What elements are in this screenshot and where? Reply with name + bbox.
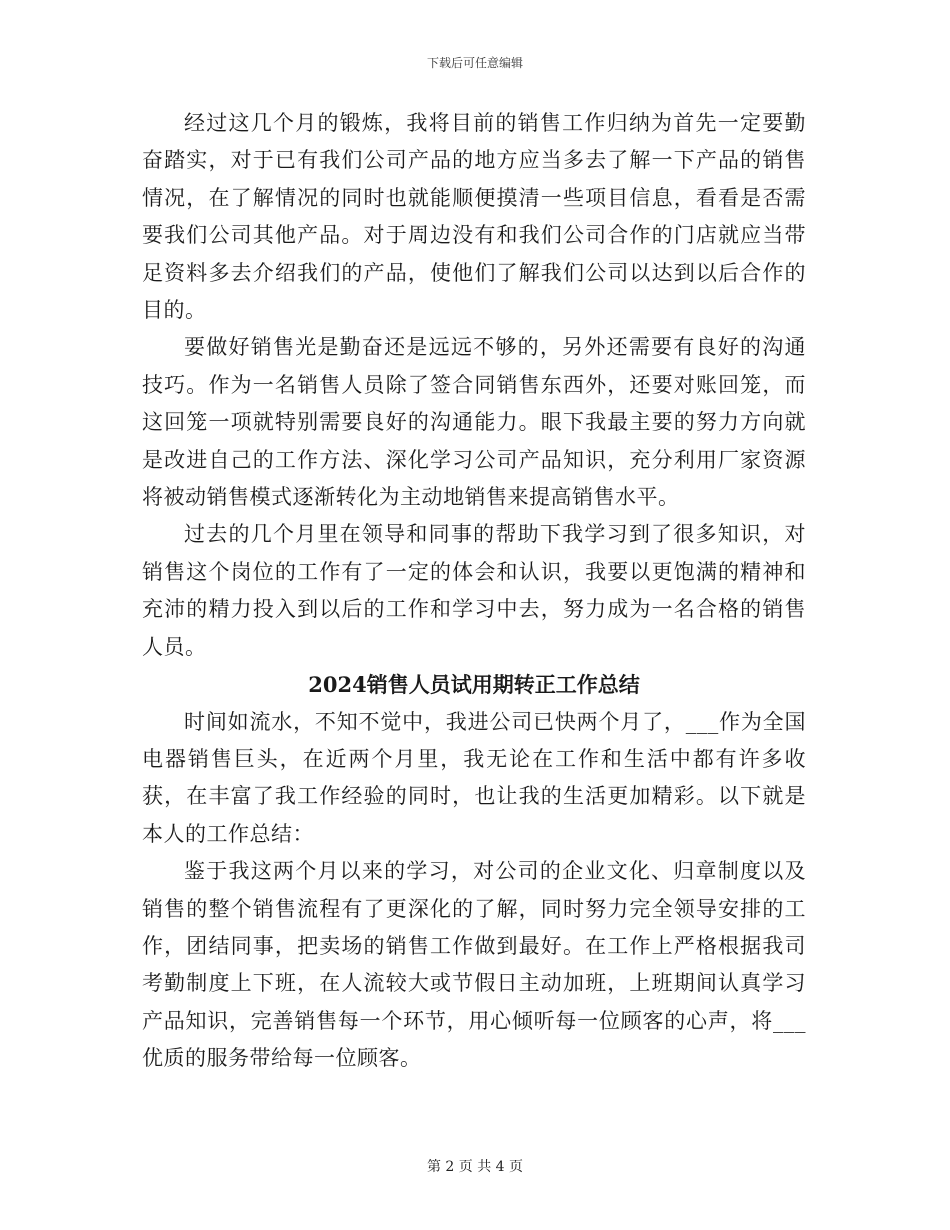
page-footer: 第 2 页 共 4 页	[426, 1159, 524, 1175]
paragraph: 经过这几个月的锻炼，我将目前的销售工作归纳为首先一定要勤奋踏实，对于已有我们公司产品的地方应当多去了解一下产品的销售情况，在了解情况的同时也就能顺便摸清一些项目信息，看看是否需要我们公司其他产品。对于周边没有和我们公司合作的门店就应当带足资料多去介绍我们的产品，使他们了解我们公司以达到以后合作的目的。	[142, 111, 806, 323]
section-title: 2024销售人员试用期转正工作总结	[308, 672, 640, 698]
page-header: 下载后可任意编辑	[426, 56, 523, 70]
paragraph: 过去的几个月里在领导和同事的帮助下我学习到了很多知识，对销售这个岗位的工作有了一定的体会和认识，我要以更饱满的精神和充沛的精力投入到以后的工作和学习中去，努力成为一名合格的销售人员。	[142, 522, 806, 659]
document-body	[142, 105, 806, 1078]
paragraph: 时间如流水，不知不觉中，我进公司已快两个月了，___作为全国电器销售巨头，在近两个月里，我无论在工作和生活中都有许多收获，在丰富了我工作经验的同时，也让我的生活更加精彩。以下就是本人的工作总结：	[142, 709, 806, 846]
paragraph: 要做好销售光是勤奋还是远远不够的，另外还需要有良好的沟通技巧。作为一名销售人员除了签合同销售东西外，还要对账回笼，而这回笼一项就特别需要良好的沟通能力。眼下我最主要的努力方向就是改进自己的工作方法、深化学习公司产品知识，充分利用厂家资源将被动销售模式逐渐转化为主动地销售来提高销售水平。	[142, 335, 806, 510]
paragraph: 鉴于我这两个月以来的学习，对公司的企业文化、归章制度以及销售的整个销售流程有了更深化的了解，同时努力完全领导安排的工作，团结同事，把卖场的销售工作做到最好。在工作上严格根据我司考勤制度上下班，在人流较大或节假日主动加班，上班期间认真学习产品知识，完善销售每一个环节，用心倾听每一位顾客的心声，将___优质的服务带给每一位顾客。	[142, 859, 806, 1071]
